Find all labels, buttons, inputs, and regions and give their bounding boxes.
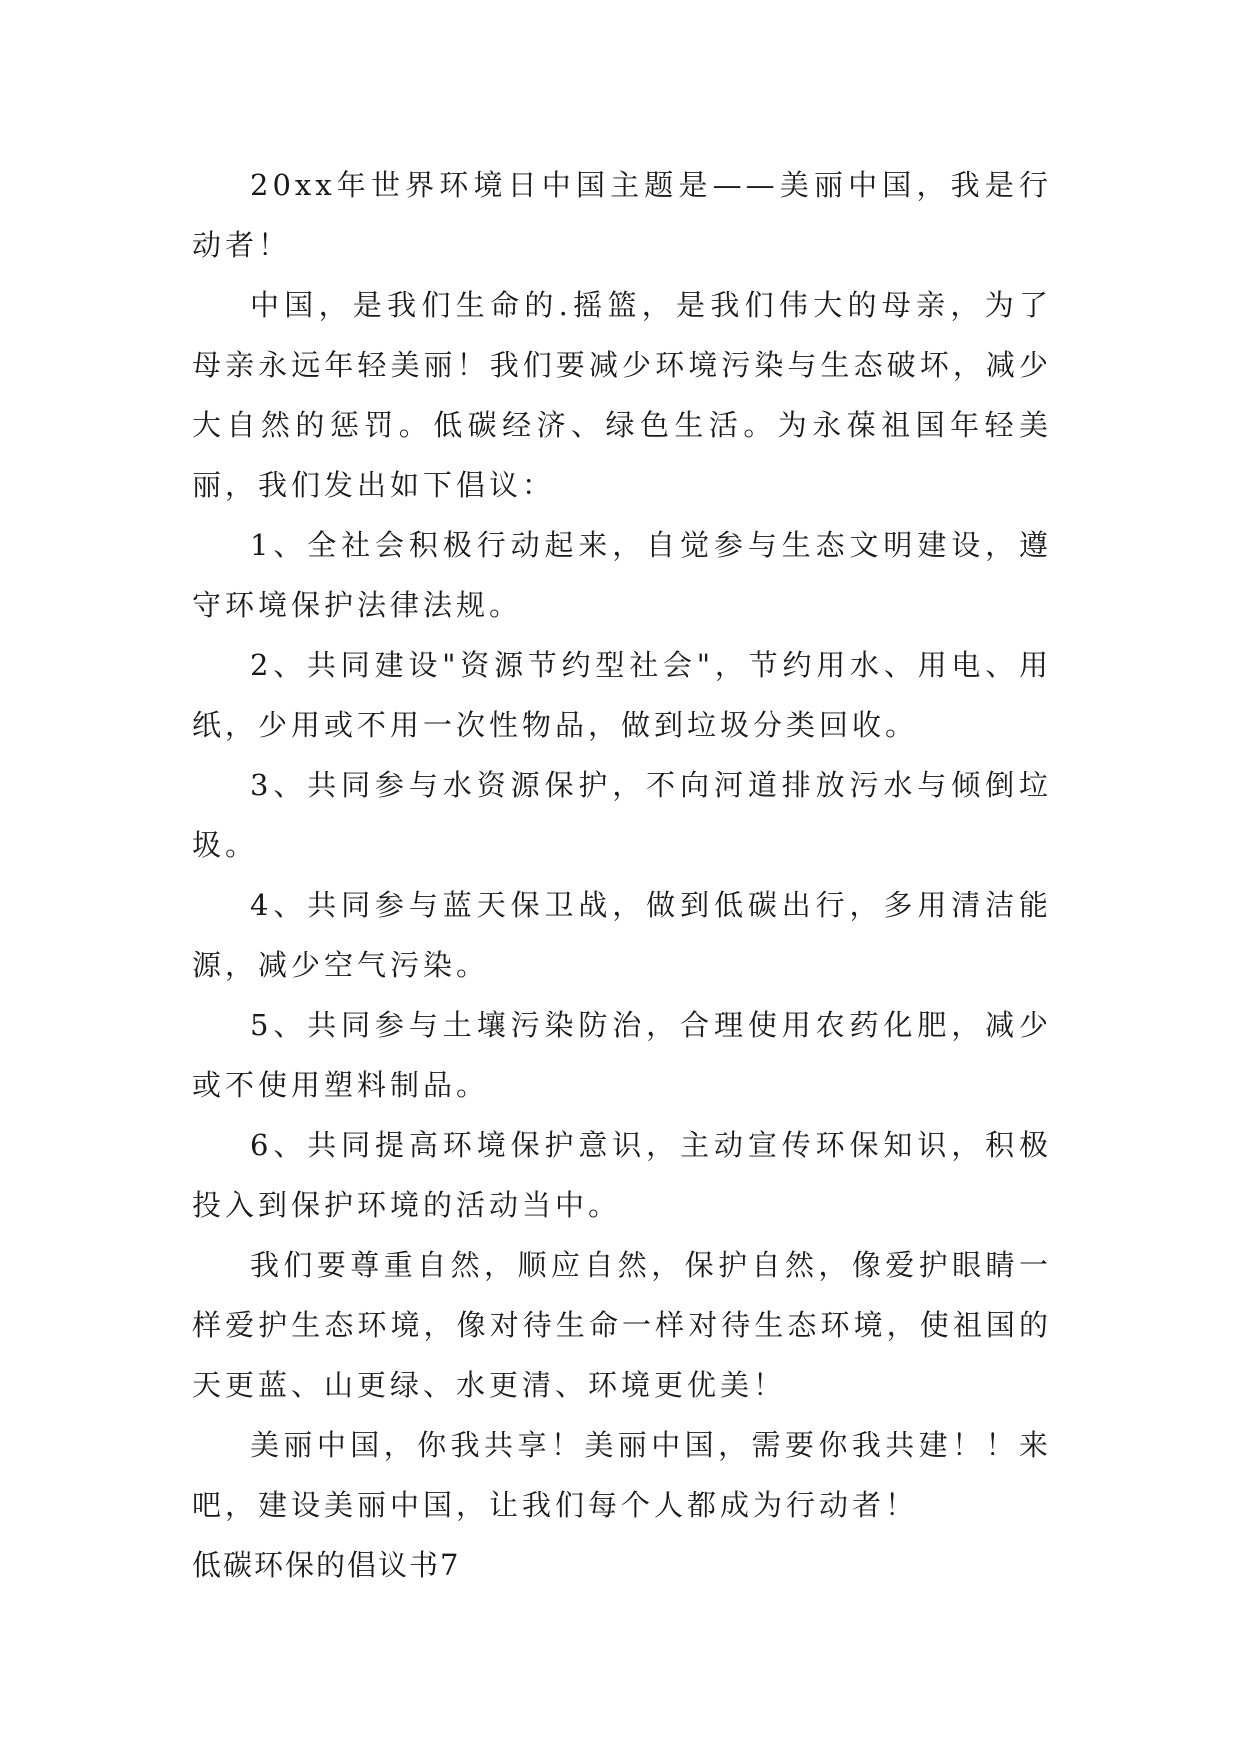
proposal-item-2: 2、共同建设"资源节约型社会"，节约用水、用电、用纸，少用或不用一次性物品，做到垃圾分类回收。 — [192, 648, 1052, 742]
proposal-item-4: 4、共同参与蓝天保卫战，做到低碳出行，多用清洁能源，减少空气污染。 — [192, 888, 1052, 982]
proposal-item-1: 1、全社会积极行动起来，自觉参与生态文明建设，遵守环境保护法律法规。 — [192, 528, 1052, 622]
proposal-item-3: 3、共同参与水资源保护，不向河道排放污水与倾倒垃圾。 — [192, 768, 1052, 862]
paragraph-closing: 美丽中国，你我共享！美丽中国，需要你我共建！！来吧，建设美丽中国，让我们每个人都成为行动者！ — [192, 1428, 1052, 1522]
proposal-item-6: 6、共同提高环境保护意识，主动宣传环保知识，积极投入到保护环境的活动当中。 — [192, 1128, 1052, 1222]
document-page — [192, 155, 1052, 1595]
paragraph-respect-nature: 我们要尊重自然，顺应自然，保护自然，像爱护眼睛一样爱护生态环境，像对待生命一样对待生态环境，使祖国的天更蓝、山更绿、水更清、环境更优美！ — [192, 1248, 1052, 1402]
proposal-item-5: 5、共同参与土壤污染防治，合理使用农药化肥，减少或不使用塑料制品。 — [192, 1008, 1052, 1102]
next-section-heading: 低碳环保的倡议书7 — [192, 1548, 461, 1582]
paragraph-intro: 中国，是我们生命的.摇篮，是我们伟大的母亲，为了母亲永远年轻美丽！我们要减少环境污染与生态破坏，减少大自然的惩罚。低碳经济、绿色生活。为永葆祖国年轻美丽，我们发出如下倡议： — [192, 288, 1052, 502]
paragraph-theme: 20xx年世界环境日中国主题是——美丽中国，我是行动者！ — [192, 168, 1052, 262]
